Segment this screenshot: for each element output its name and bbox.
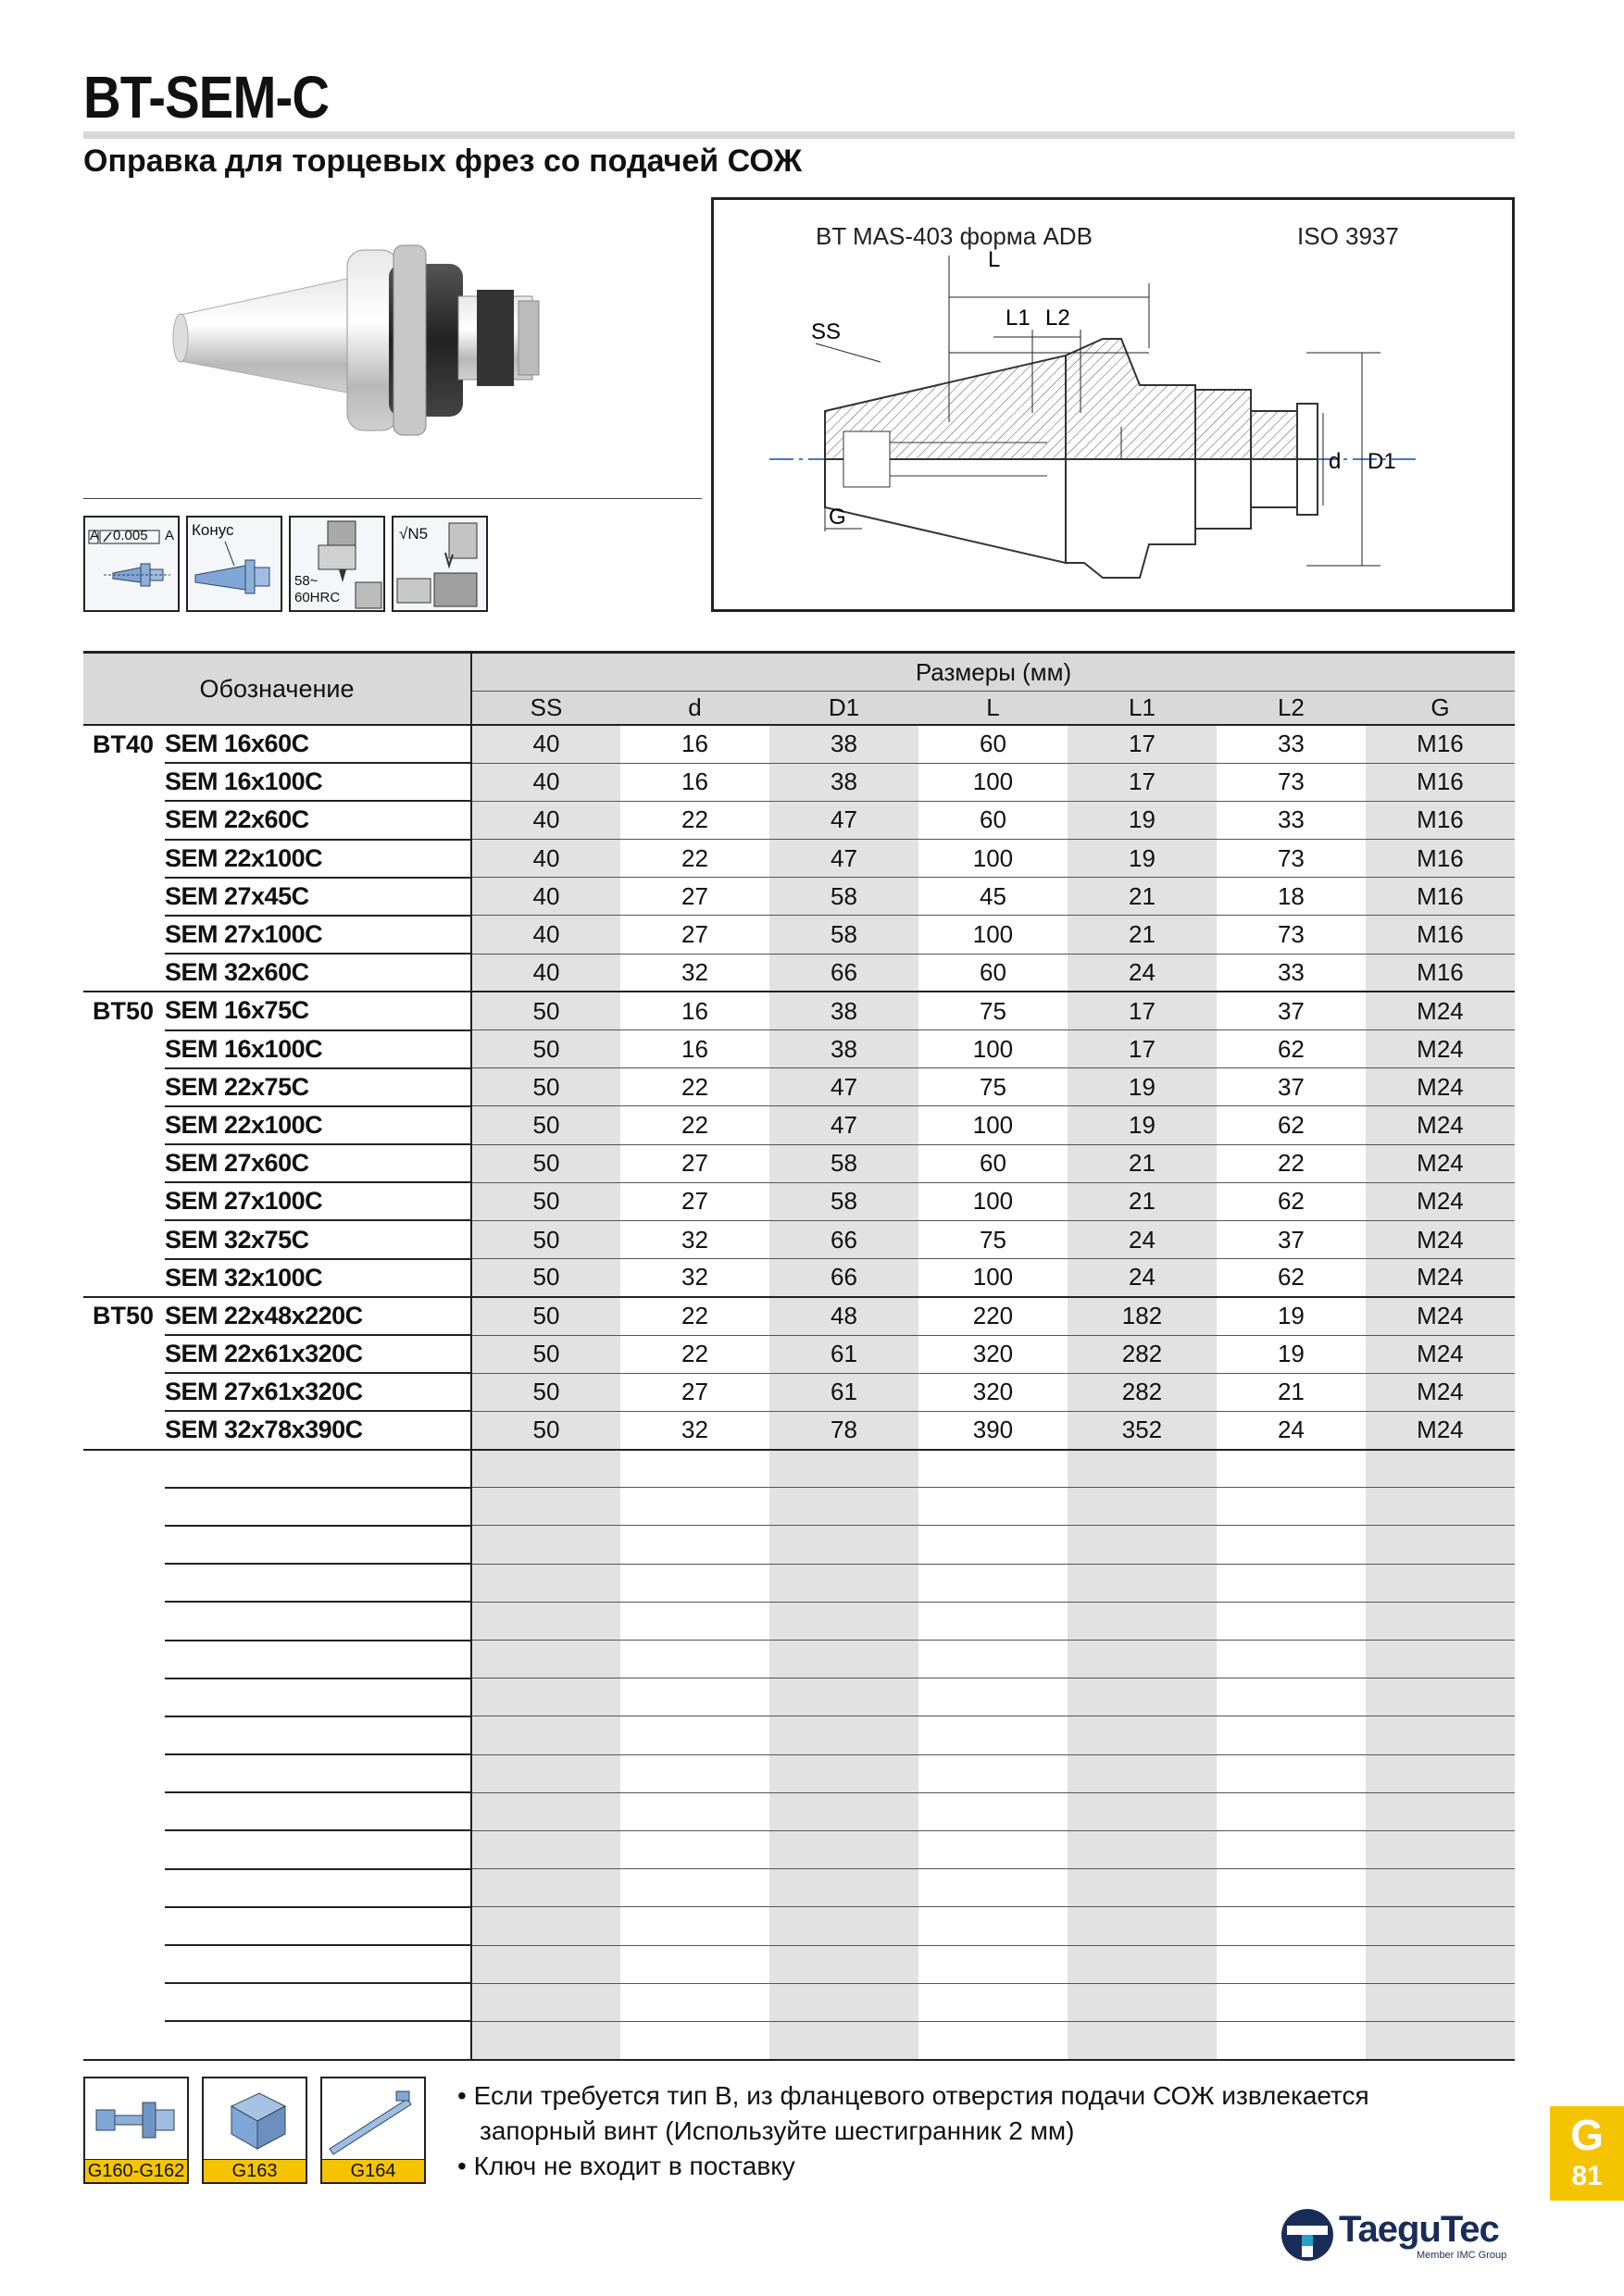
cell-l2: 19 — [1217, 1335, 1366, 1373]
empty-table-row — [83, 1716, 1515, 1754]
cell-ss: 50 — [471, 1144, 620, 1182]
drawing-iso-label: ISO 3937 — [1297, 222, 1399, 250]
cell-d: 22 — [620, 1335, 769, 1373]
table-row — [83, 801, 1515, 839]
series-label — [83, 801, 165, 839]
cell-ss: 50 — [471, 1182, 620, 1220]
brand-subtitle: Member IMC Group — [1417, 2250, 1507, 2261]
ref-g164[interactable] — [320, 2077, 426, 2184]
cell-d1: 47 — [769, 840, 918, 878]
cell-ss: 50 — [471, 1030, 620, 1068]
table-row — [83, 1411, 1515, 1449]
table-row — [83, 725, 1515, 763]
ref-label: G164 — [322, 2159, 424, 2182]
empty-table-row — [83, 1983, 1515, 2021]
table-row — [83, 1259, 1515, 1297]
cell-l1: 21 — [1068, 878, 1217, 916]
cell-l1: 17 — [1068, 763, 1217, 801]
table-row — [83, 916, 1515, 954]
cell-d1: 47 — [769, 1106, 918, 1144]
empty-table-row — [83, 1641, 1515, 1678]
ref-label: G163 — [204, 2159, 306, 2182]
designation-cell: SEM 27x100C — [165, 916, 471, 954]
cell-ss: 50 — [471, 1373, 620, 1411]
taper-label: Конус — [192, 521, 234, 539]
column-header-l1: L1 — [1068, 692, 1217, 726]
cell-l: 60 — [918, 801, 1068, 839]
cell-g: M24 — [1366, 1068, 1515, 1106]
hardness-max-label: 60HRC — [294, 590, 341, 605]
cell-d: 16 — [620, 1030, 769, 1068]
cell-d: 27 — [620, 1182, 769, 1220]
series-label — [83, 1373, 165, 1411]
cell-ss: 50 — [471, 1259, 620, 1297]
cell-ss: 40 — [471, 725, 620, 763]
designation-cell: SEM 16x100C — [165, 763, 471, 801]
cell-g: M24 — [1366, 1106, 1515, 1144]
cell-d: 16 — [620, 725, 769, 763]
cell-l2: 73 — [1217, 763, 1366, 801]
cell-l: 320 — [918, 1373, 1068, 1411]
cell-l1: 21 — [1068, 916, 1217, 954]
designation-cell: SEM 32x75C — [165, 1220, 471, 1258]
designation-header: Обозначение — [83, 653, 471, 726]
cell-g: M24 — [1366, 1259, 1515, 1297]
cell-l1: 282 — [1068, 1373, 1217, 1411]
series-label — [83, 1411, 165, 1449]
cell-l2: 37 — [1217, 1068, 1366, 1106]
cell-d: 22 — [620, 840, 769, 878]
cell-d: 22 — [620, 1297, 769, 1335]
cell-d1: 58 — [769, 1182, 918, 1220]
ref-g163[interactable] — [202, 2077, 307, 2184]
page-subtitle: Оправка для торцевых фрез со подачей СОЖ — [83, 144, 803, 179]
technical-drawing — [711, 197, 1515, 612]
cell-g: M24 — [1366, 992, 1515, 1029]
section-letter: G — [1570, 2111, 1604, 2159]
brand-name: TaeguTec — [1339, 2209, 1499, 2250]
cell-l1: 19 — [1068, 1106, 1217, 1144]
cell-d1: 47 — [769, 1068, 918, 1106]
cell-l: 100 — [918, 1106, 1068, 1144]
cell-l2: 73 — [1217, 916, 1366, 954]
ref-label: G160-G162 — [85, 2159, 187, 2182]
cell-d: 27 — [620, 1373, 769, 1411]
designation-cell: SEM 32x100C — [165, 1259, 471, 1297]
column-header-d1: D1 — [769, 692, 918, 726]
cell-d1: 58 — [769, 1144, 918, 1182]
series-label — [83, 1335, 165, 1373]
product-photo — [167, 227, 602, 449]
cell-l1: 19 — [1068, 840, 1217, 878]
hardness-icon — [289, 516, 385, 612]
finish-label: √N5 — [399, 525, 429, 543]
title-divider — [83, 131, 1515, 139]
table-row — [83, 878, 1515, 916]
cell-d1: 38 — [769, 992, 918, 1029]
cell-g: M16 — [1366, 725, 1515, 763]
cell-l2: 24 — [1217, 1411, 1366, 1449]
cell-d1: 58 — [769, 878, 918, 916]
designation-cell: SEM 22x48x220C — [165, 1297, 471, 1335]
designation-cell: SEM 16x100C — [165, 1030, 471, 1068]
cell-l2: 62 — [1217, 1182, 1366, 1220]
cell-g: M16 — [1366, 954, 1515, 992]
cell-l1: 352 — [1068, 1411, 1217, 1449]
taegutec-logo — [1278, 2205, 1518, 2265]
designation-cell: SEM 32x60C — [165, 954, 471, 992]
empty-table-row — [83, 1792, 1515, 1830]
empty-table-row — [83, 1907, 1515, 1945]
cell-l1: 24 — [1068, 1220, 1217, 1258]
cell-d1: 38 — [769, 1030, 918, 1068]
designation-cell: SEM 22x60C — [165, 801, 471, 839]
cell-l: 100 — [918, 916, 1068, 954]
series-label — [83, 1106, 165, 1144]
designation-cell: SEM 22x100C — [165, 1106, 471, 1144]
cell-l1: 21 — [1068, 1144, 1217, 1182]
empty-table-row — [83, 1450, 1515, 1488]
cell-d: 16 — [620, 992, 769, 1029]
cell-d1: 38 — [769, 763, 918, 801]
dim-l2-label: L2 — [1045, 306, 1070, 331]
cell-ss: 50 — [471, 992, 620, 1029]
cell-l1: 17 — [1068, 1030, 1217, 1068]
note-coolant-line1: • Если требуется тип В, из фланцевого отверстия подачи СОЖ извлекается — [457, 2081, 1369, 2110]
column-header-l2: L2 — [1217, 692, 1366, 726]
table-row — [83, 1297, 1515, 1335]
table-row — [83, 992, 1515, 1029]
table-row — [83, 763, 1515, 801]
empty-table-row — [83, 1488, 1515, 1526]
designation-cell: SEM 22x75C — [165, 1068, 471, 1106]
table-row — [83, 1182, 1515, 1220]
cell-ss: 40 — [471, 840, 620, 878]
series-label — [83, 1068, 165, 1106]
table-row — [83, 1335, 1515, 1373]
series-label — [83, 878, 165, 916]
hardness-min-label: 58~ — [294, 573, 319, 589]
page-title: BT-SEM-C — [83, 64, 330, 131]
table-row — [83, 1030, 1515, 1068]
cell-d1: 38 — [769, 725, 918, 763]
cell-l2: 37 — [1217, 1220, 1366, 1258]
cell-ss: 40 — [471, 878, 620, 916]
designation-cell: SEM 27x100C — [165, 1182, 471, 1220]
cell-d: 27 — [620, 1144, 769, 1182]
designation-cell: SEM 27x45C — [165, 878, 471, 916]
cell-l2: 22 — [1217, 1144, 1366, 1182]
cell-l2: 73 — [1217, 840, 1366, 878]
cell-l2: 37 — [1217, 992, 1366, 1029]
cell-l1: 182 — [1068, 1297, 1217, 1335]
series-label — [83, 954, 165, 992]
ref-g160-g162[interactable] — [83, 2077, 189, 2184]
cell-d: 32 — [620, 1220, 769, 1258]
cell-g: M24 — [1366, 1182, 1515, 1220]
cell-d1: 58 — [769, 916, 918, 954]
series-label — [83, 1144, 165, 1182]
cell-d1: 66 — [769, 1259, 918, 1297]
cell-d1: 66 — [769, 954, 918, 992]
cell-g: M16 — [1366, 840, 1515, 878]
cell-l: 75 — [918, 1068, 1068, 1106]
cell-g: M24 — [1366, 1335, 1515, 1373]
series-label: BT50 — [93, 1302, 155, 1330]
dimensions-group-header: Размеры (мм) — [471, 653, 1515, 692]
cell-l: 75 — [918, 992, 1068, 1029]
series-label: BT50 — [93, 996, 155, 1025]
cell-ss: 40 — [471, 916, 620, 954]
designation-cell: SEM 27x60C — [165, 1144, 471, 1182]
cell-l: 220 — [918, 1297, 1068, 1335]
cell-d1: 48 — [769, 1297, 918, 1335]
photo-divider — [83, 498, 702, 499]
cell-g: M24 — [1366, 1297, 1515, 1335]
designation-cell: SEM 16x60C — [165, 725, 471, 763]
empty-table-row — [83, 1602, 1515, 1640]
cell-g: M24 — [1366, 1411, 1515, 1449]
series-label — [83, 763, 165, 801]
drawing-standard-label: BT MAS-403 форма ADB — [816, 222, 1093, 250]
cell-d1: 61 — [769, 1373, 918, 1411]
cell-l2: 33 — [1217, 725, 1366, 763]
dim-g-label: G — [829, 505, 846, 530]
cell-l: 100 — [918, 1182, 1068, 1220]
cell-g: M24 — [1366, 1220, 1515, 1258]
column-header-l: L — [918, 692, 1068, 726]
cell-l: 100 — [918, 840, 1068, 878]
empty-table-row — [83, 1678, 1515, 1716]
empty-table-row — [83, 1564, 1515, 1602]
table-row — [83, 1068, 1515, 1106]
series-label — [83, 1259, 165, 1297]
cell-l: 60 — [918, 1144, 1068, 1182]
cell-l1: 282 — [1068, 1335, 1217, 1373]
section-tab — [1550, 2106, 1624, 2201]
empty-table-row — [83, 1754, 1515, 1792]
designation-cell: SEM 27x61x320C — [165, 1373, 471, 1411]
cell-ss: 50 — [471, 1297, 620, 1335]
dim-l1-label: L1 — [1006, 306, 1031, 331]
cell-g: M24 — [1366, 1030, 1515, 1068]
cell-l2: 33 — [1217, 954, 1366, 992]
cell-d1: 66 — [769, 1220, 918, 1258]
cell-d: 22 — [620, 1106, 769, 1144]
cell-l: 45 — [918, 878, 1068, 916]
taper-icon — [186, 516, 282, 612]
table-row — [83, 840, 1515, 878]
cell-l: 100 — [918, 1259, 1068, 1297]
cell-l1: 21 — [1068, 1182, 1217, 1220]
cell-g: M16 — [1366, 916, 1515, 954]
series-label — [83, 1182, 165, 1220]
dimensions-table — [83, 651, 1515, 2061]
series-label — [83, 1030, 165, 1068]
cell-l: 75 — [918, 1220, 1068, 1258]
table-row — [83, 954, 1515, 992]
datum-ref-label: A — [165, 528, 175, 543]
cell-g: M16 — [1366, 763, 1515, 801]
cell-l2: 18 — [1217, 878, 1366, 916]
cell-d1: 61 — [769, 1335, 918, 1373]
series-label: BT40 — [93, 730, 155, 758]
cell-l: 320 — [918, 1335, 1068, 1373]
note-key: • Ключ не входит в поставку — [457, 2152, 795, 2180]
cell-l1: 24 — [1068, 954, 1217, 992]
cell-ss: 50 — [471, 1335, 620, 1373]
series-label — [83, 1220, 165, 1258]
series-label — [83, 916, 165, 954]
dim-d1-label: D1 — [1368, 449, 1396, 474]
designation-cell: SEM 32x78x390C — [165, 1411, 471, 1449]
empty-table-row — [83, 1830, 1515, 1868]
cell-l1: 17 — [1068, 725, 1217, 763]
cell-l1: 19 — [1068, 1068, 1217, 1106]
cell-l: 100 — [918, 763, 1068, 801]
cell-d1: 47 — [769, 801, 918, 839]
series-label — [83, 840, 165, 878]
cell-l2: 62 — [1217, 1030, 1366, 1068]
cell-g: M24 — [1366, 1144, 1515, 1182]
surface-finish-icon — [392, 516, 488, 612]
designation-cell: SEM 22x100C — [165, 840, 471, 878]
cell-ss: 40 — [471, 763, 620, 801]
cell-d: 32 — [620, 1259, 769, 1297]
dim-d-label: d — [1329, 449, 1342, 474]
tolerance-label: 0.005 — [113, 528, 148, 543]
cell-ss: 50 — [471, 1068, 620, 1106]
cell-l: 100 — [918, 1030, 1068, 1068]
dim-ss-label: SS — [811, 319, 842, 344]
cell-l1: 19 — [1068, 801, 1217, 839]
cell-d: 16 — [620, 763, 769, 801]
column-header-d: d — [620, 692, 769, 726]
cell-ss: 40 — [471, 801, 620, 839]
cell-g: M16 — [1366, 878, 1515, 916]
cell-d: 22 — [620, 1068, 769, 1106]
cell-d: 27 — [620, 916, 769, 954]
cell-l1: 24 — [1068, 1259, 1217, 1297]
cell-d: 32 — [620, 954, 769, 992]
cell-ss: 50 — [471, 1220, 620, 1258]
cell-l: 60 — [918, 954, 1068, 992]
cell-d: 27 — [620, 878, 769, 916]
cell-d: 22 — [620, 801, 769, 839]
empty-table-row — [83, 1945, 1515, 1983]
cell-ss: 50 — [471, 1106, 620, 1144]
cell-l2: 19 — [1217, 1297, 1366, 1335]
cell-l: 390 — [918, 1411, 1068, 1449]
empty-table-row — [83, 1526, 1515, 1564]
cell-ss: 50 — [471, 1411, 620, 1449]
designation-cell: SEM 22x61x320C — [165, 1335, 471, 1373]
column-header-g: G — [1366, 692, 1515, 726]
empty-table-row — [83, 1869, 1515, 1907]
table-row — [83, 1106, 1515, 1144]
runout-tolerance-icon — [83, 516, 180, 612]
cell-l2: 62 — [1217, 1106, 1366, 1144]
dim-l-label: L — [988, 247, 1001, 272]
cell-l2: 33 — [1217, 801, 1366, 839]
table-row — [83, 1220, 1515, 1258]
designation-cell: SEM 16x75C — [165, 992, 471, 1029]
cell-ss: 40 — [471, 954, 620, 992]
cell-l1: 17 — [1068, 992, 1217, 1029]
page-number: 81 — [1571, 2161, 1603, 2191]
cell-g: M24 — [1366, 1373, 1515, 1411]
cell-l2: 62 — [1217, 1259, 1366, 1297]
note-coolant-line2: запорный винт (Используйте шестигранник 2 мм) — [480, 2116, 1075, 2145]
cell-l2: 21 — [1217, 1373, 1366, 1411]
cell-d: 32 — [620, 1411, 769, 1449]
cell-d1: 78 — [769, 1411, 918, 1449]
cell-g: M16 — [1366, 801, 1515, 839]
cell-l: 60 — [918, 725, 1068, 763]
table-row — [83, 1144, 1515, 1182]
column-header-ss: SS — [471, 692, 620, 726]
datum-label: A — [90, 528, 100, 543]
table-row — [83, 1373, 1515, 1411]
empty-table-row — [83, 2021, 1515, 2059]
